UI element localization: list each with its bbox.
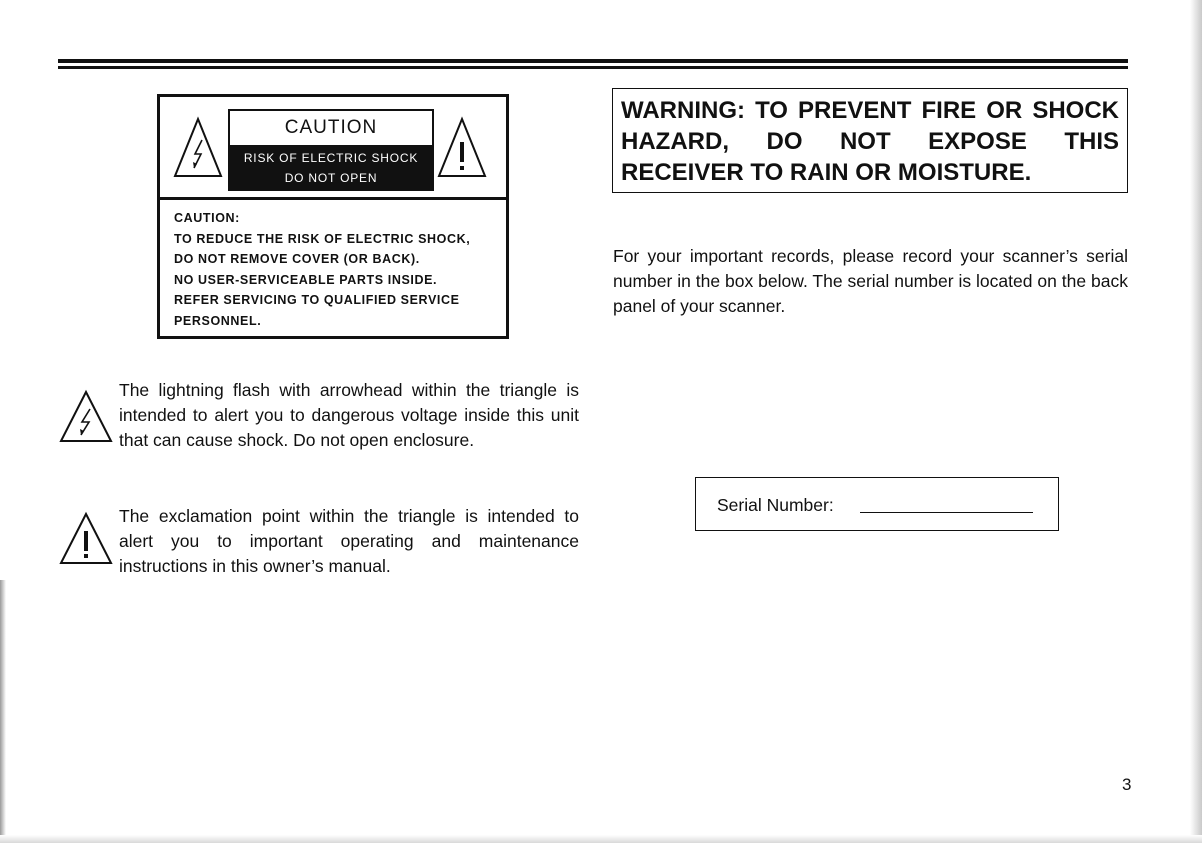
- serial-number-write-line: [860, 512, 1033, 513]
- caution-label-header: [160, 97, 506, 200]
- page-edge-shadow-right: [1190, 0, 1202, 843]
- page-edge-shadow: [0, 580, 6, 840]
- exclamation-triangle-icon: [58, 511, 114, 567]
- caution-text-line: NO USER-SERVICEABLE PARTS INSIDE.: [174, 272, 438, 287]
- lightning-triangle-icon: [58, 389, 114, 445]
- caution-center-box: [228, 109, 434, 191]
- caution-text-line: TO REDUCE THE RISK OF ELECTRIC SHOCK,: [174, 231, 471, 246]
- caution-warning-band: [230, 145, 432, 189]
- top-rule: [58, 59, 1128, 69]
- caution-line-1: RISK OF ELECTRIC SHOCK: [243, 151, 419, 165]
- warning-box: WARNING: TO PREVENT FIRE OR SHOCK HAZARD, DO NOT EXPOSE THIS RECEIVER TO RAIN OR MOISTURE.: [612, 88, 1128, 193]
- serial-number-label: Serial Number:: [717, 495, 834, 515]
- caution-instructions: [174, 208, 504, 331]
- caution-text-line: DO NOT REMOVE COVER (OR BACK).: [174, 252, 420, 266]
- caution-title: CAUTION: [284, 117, 378, 138]
- page-edge-shadow-bottom: [0, 835, 1202, 843]
- page-number: 3: [1122, 775, 1132, 794]
- caution-line-2: DO NOT OPEN: [284, 171, 378, 185]
- exclamation-symbol-note: The exclamation point within the triangle is intended to alert you to important operating and maintenance instructions in this owner’s manual.: [119, 506, 579, 576]
- caution-label: [157, 94, 509, 339]
- lightning-symbol-note: The lightning flash with arrowhead within the triangle is intended to alert you to dangerous voltage inside this unit that can cause shock. Do not open enclosure.: [119, 380, 579, 450]
- serial-record-instructions: For your important records, please record your scanner’s serial number in the box below. The serial number is located on the back panel of your scanner.: [613, 246, 1128, 316]
- lightning-triangle-icon: [172, 116, 224, 180]
- caution-text-line: PERSONNEL.: [174, 313, 262, 328]
- caution-text-line: CAUTION:: [174, 211, 240, 225]
- caution-text-line: REFER SERVICING TO QUALIFIED SERVICE: [174, 293, 460, 307]
- exclamation-triangle-icon: [436, 116, 488, 180]
- serial-number-box: [695, 477, 1059, 531]
